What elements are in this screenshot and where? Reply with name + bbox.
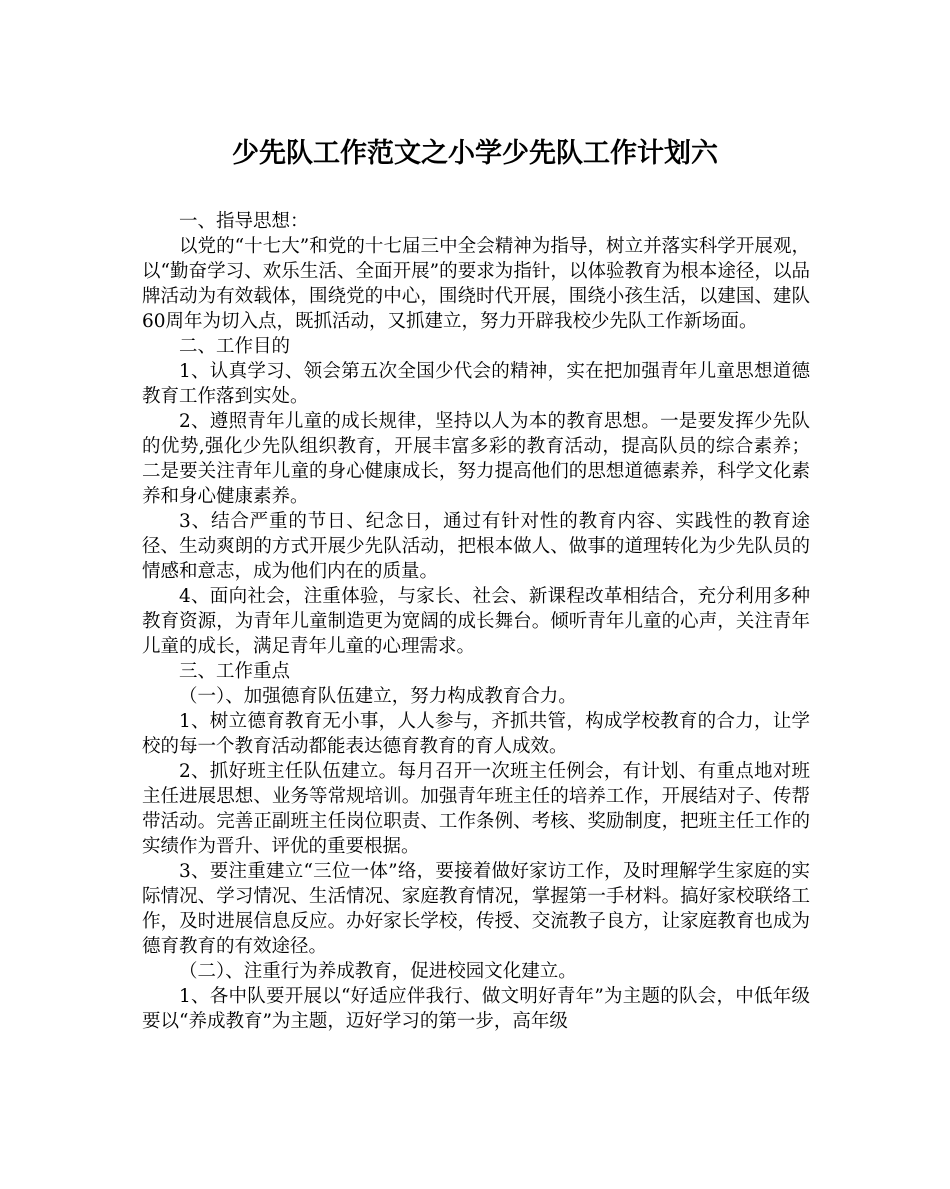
paragraph: 3、要注重建立“三位一体”络，要接着做好家访工作，及时理解学生家庭的实际情况、学习情况、生活情况、家庭教育情况，掌握第一手材料。搞好家校联络工作，及时进展信息反应。办好家长学校，传授、交流教子良方，让家庭教育也成为德育教育的有效途径。 [142, 861, 810, 957]
heading-work-focus: 三、工作重点 [179, 661, 291, 682]
paragraph: 1、各中队要开展以“好适应伴我行、做文明好青年”为主题的队会，中低年级要以“养成教育”为主题，迈好学习的第一步，高年级 [142, 986, 810, 1032]
paragraph: 1、认真学习、领会第五次全国少代会的精神，实在把加强青年儿童思想道德教育工作落到实处。 [142, 361, 810, 407]
paragraph: 3、结合严重的节日、纪念日，通过有针对性的教育内容、实践性的教育途径、生动爽朗的方式开展少先队活动，把根本做人、做事的道理转化为少先队员的情感和意志，成为他们内在的质量。 [142, 511, 810, 582]
heading-guiding-thought: 一、指导思想： [179, 211, 309, 232]
paragraph: 4、面向社会，注重体验，与家长、社会、新课程改革相结合，充分利用多种教育资源，为青年儿童制造更为宽阔的成长舞台。倾听青年儿童的心声，关注青年儿童的成长，满足青年儿童的心理需求。 [142, 586, 810, 657]
paragraph: 2、遵照青年儿童的成长规律，坚持以人为本的教育思想。一是要发挥少先队的优势,强化少先队组织教育，开展丰富多彩的教育活动，提高队员的综合素养；二是要关注青年儿童的身心健康成长，努力提高他们的思想道德素养，科学文化素养和身心健康素养。 [142, 411, 810, 507]
subheading: （二）、注重行为养成教育，促进校园文化建立。 [179, 961, 577, 982]
paragraph: 1、树立德育教育无小事，人人参与，齐抓共管，构成学校教育的合力，让学校的每一个教育活动都能表达德育教育的育人成效。 [142, 711, 810, 757]
document-body [142, 209, 810, 1034]
paragraph: 2、抓好班主任队伍建立。每月召开一次班主任例会，有计划、有重点地对班主任进展思想、业务等常规培训。加强青年班主任的培养工作，开展结对子、传帮带活动。完善正副班主任岗位职责、工作条例、考核、奖励制度，把班主任工作的实绩作为晋升、评优的重要根据。 [142, 761, 810, 857]
paragraph: 以党的“十七大”和党的十七届三中全会精神为指导，树立并落实科学开展观，以“勤奋学习、欢乐生活、全面开展”的要求为指针，以体验教育为根本途径，以品牌活动为有效载体，围绕党的中心，围绕时代开展，围绕小孩生活，以建国、建队60周年为切入点，既抓活动，又抓建立，努力开辟我校少先队工作新场面。 [142, 236, 810, 332]
subheading: （一）、加强德育队伍建立，努力构成教育合力。 [179, 686, 577, 707]
document-title: 少先队工作范文之小学少先队工作计划六 [232, 138, 718, 169]
heading-work-goals: 二、工作目的 [179, 336, 291, 357]
